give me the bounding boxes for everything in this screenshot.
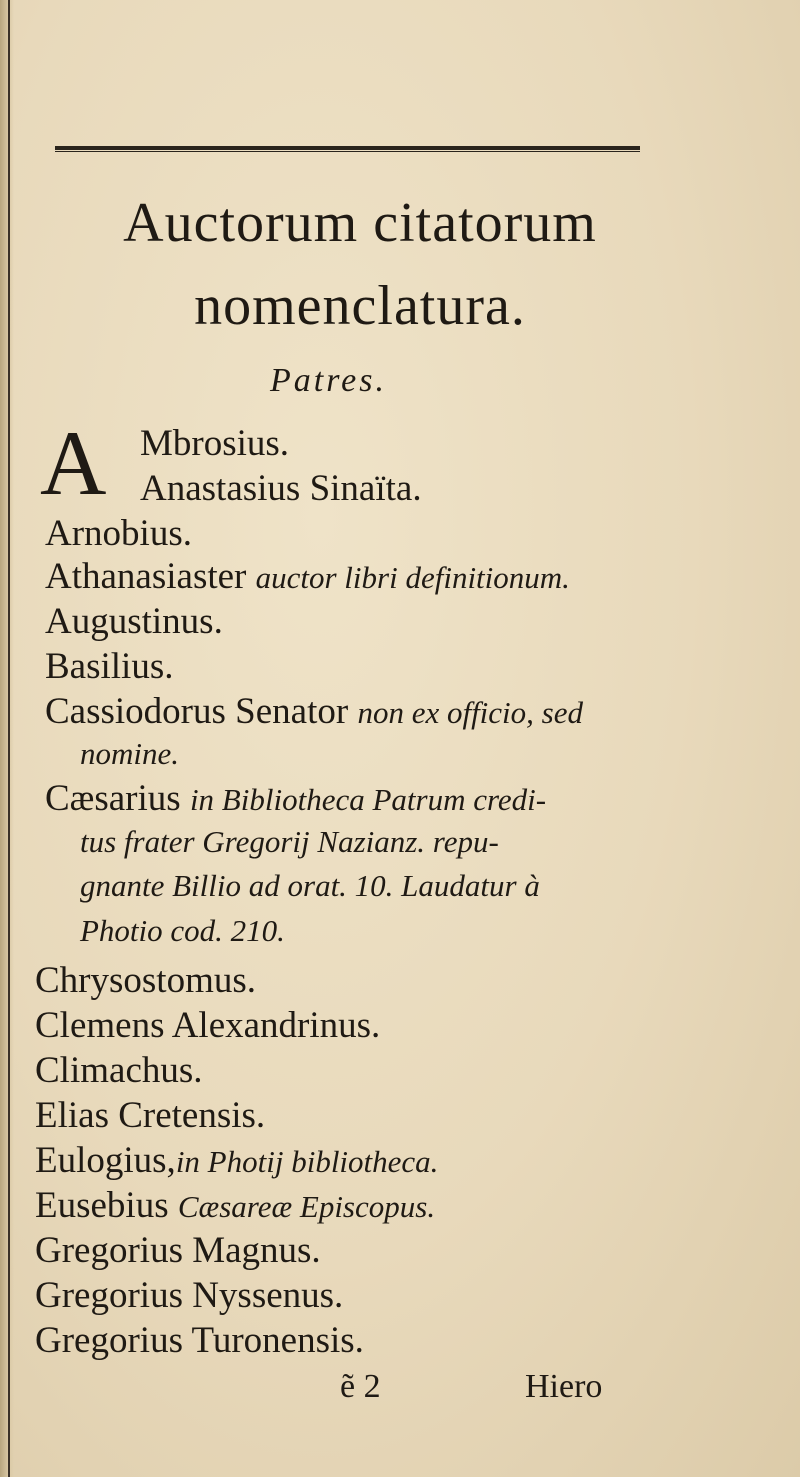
list-item (35, 1322, 364, 1359)
list-item (35, 1142, 438, 1179)
list-item-continuation (80, 915, 285, 946)
drop-capital: A (40, 412, 107, 514)
header-rule-ornament (55, 146, 640, 152)
entry-note: non ex officio, sed (357, 695, 583, 730)
list-item (140, 425, 289, 462)
entry-note: Photio cod. 210. (80, 913, 285, 948)
page-edge-shadow (0, 0, 14, 1477)
entry-note: tus frater Gregorij Nazianz. repu- (80, 824, 499, 859)
list-item (35, 962, 256, 999)
list-item (45, 648, 174, 685)
entry-main: Gregorius Nyssenus. (35, 1275, 344, 1316)
entry-main: Gregorius Magnus. (35, 1230, 321, 1271)
entry-main: Climachus. (35, 1050, 203, 1091)
entry-main: Cassiodorus Senator (45, 691, 358, 732)
entry-main: Anastasius Sinaïta. (140, 468, 422, 509)
list-item (45, 603, 223, 640)
entry-main: Augustinus. (45, 601, 223, 642)
entry-note: gnante Billio ad orat. 10. Laudatur à (80, 868, 540, 903)
entry-main: Basilius. (45, 646, 174, 687)
gutter-line (8, 0, 10, 1477)
entry-main: Athanasiaster (45, 556, 256, 597)
list-item (45, 780, 546, 817)
signature-mark: ẽ 2 (340, 1368, 381, 1405)
list-item (140, 470, 422, 507)
entry-main: Cæsarius (45, 778, 190, 819)
list-item (45, 558, 570, 595)
list-item (35, 1097, 265, 1134)
page-title-line-2: nomenclatura. (194, 275, 526, 337)
list-item-continuation (80, 870, 540, 901)
entry-note: in Bibliotheca Patrum credi- (189, 782, 547, 817)
section-heading: Patres. (270, 362, 388, 399)
catchword: Hiero (525, 1368, 603, 1405)
entry-main: Arnobius. (45, 513, 192, 554)
list-item (45, 693, 583, 730)
entry-main: Clemens Alexandrinus. (35, 1005, 381, 1046)
list-item (35, 1187, 435, 1224)
entry-note: auctor libri definitionum. (255, 560, 570, 595)
entry-main: Eulogius, (35, 1140, 176, 1181)
entry-main: Eusebius (35, 1185, 178, 1226)
list-item (35, 1052, 203, 1089)
page-title-line-1: Auctorum citatorum (123, 192, 597, 254)
entry-note: Cæsareæ Episcopus. (177, 1189, 436, 1224)
list-item (35, 1277, 343, 1314)
list-item (35, 1232, 321, 1269)
list-item-continuation (80, 826, 499, 857)
list-item-continuation (80, 738, 179, 769)
entry-main: Mbrosius. (140, 423, 290, 464)
entry-note: nomine. (80, 736, 180, 771)
list-item (45, 515, 192, 552)
list-item (35, 1007, 380, 1044)
entry-main: Gregorius Turonensis. (35, 1320, 364, 1361)
entry-main: Elias Cretensis. (35, 1095, 266, 1136)
entry-main: Chrysostomus. (35, 960, 257, 1001)
entry-note: in Photij bibliotheca. (175, 1144, 439, 1179)
